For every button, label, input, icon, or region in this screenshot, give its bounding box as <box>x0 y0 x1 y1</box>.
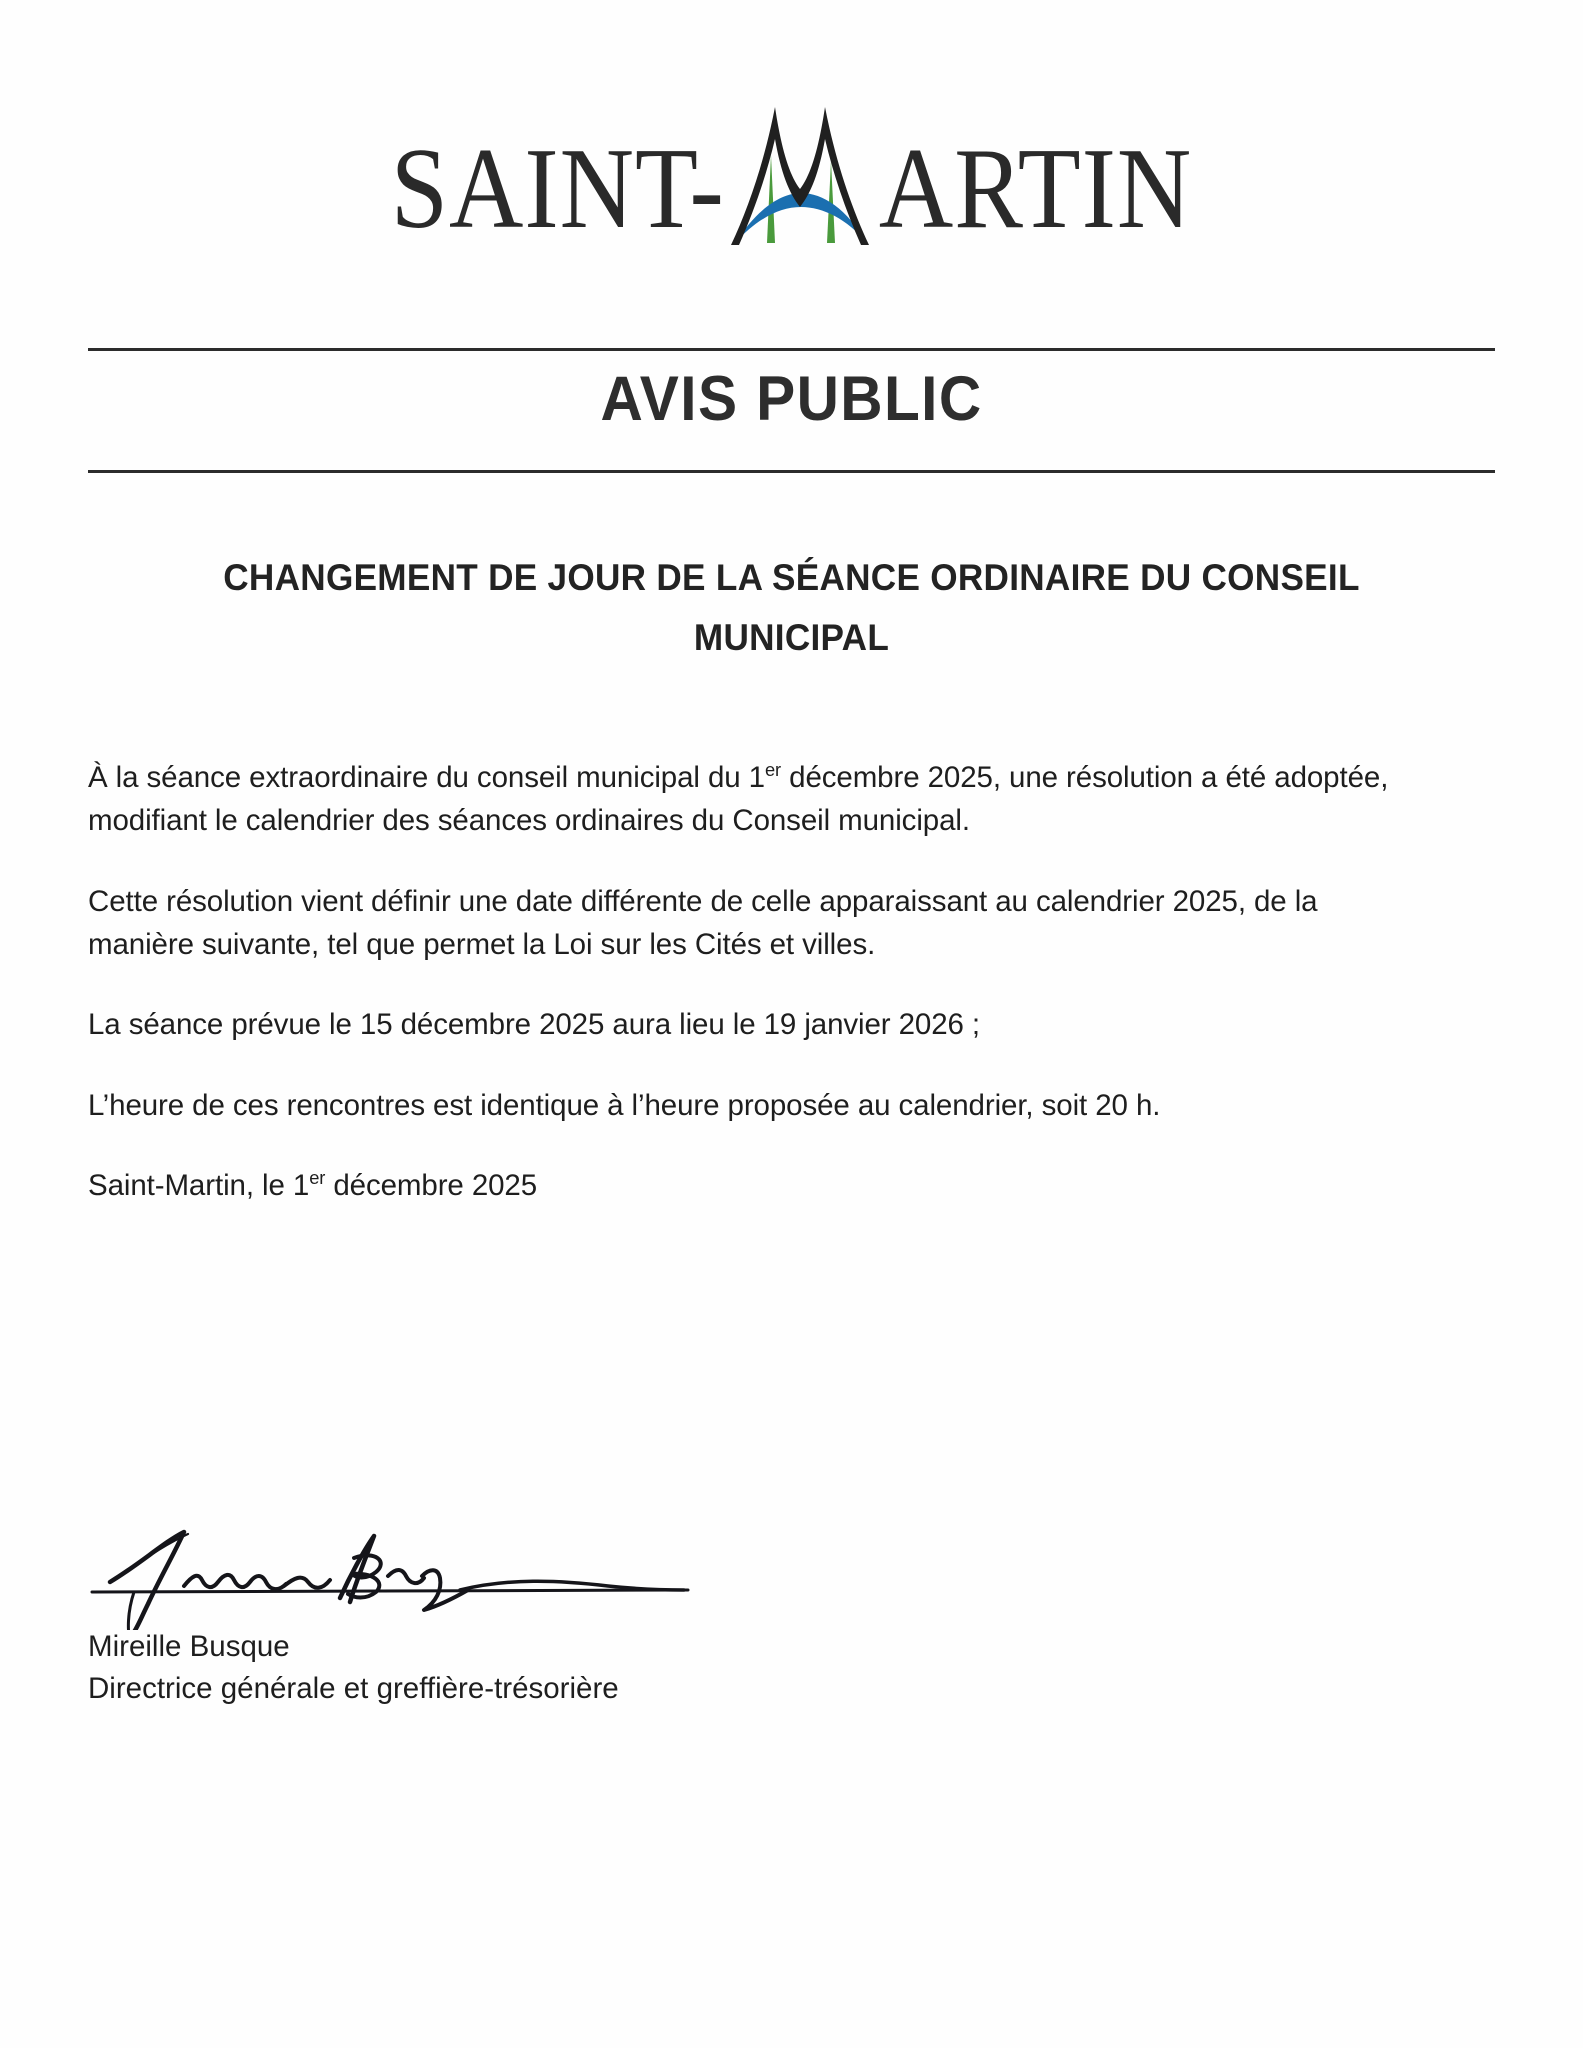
divider-below-title <box>88 470 1495 473</box>
notice-paragraph: À la séance extraordinaire du conseil municipal du 1er décembre 2025, une résolution a été adoptée, modifiant le calendrier des séances ordinaires du Conseil municipal. <box>88 759 1389 838</box>
signature-block <box>88 1520 788 1710</box>
municipal-logo <box>0 72 1583 252</box>
signatory-name: Mireille Busque <box>88 1630 290 1663</box>
notice-paragraph: Saint-Martin, le 1er décembre 2025 <box>88 1167 538 1203</box>
signature-icon <box>88 1520 728 1630</box>
notice-subject-heading: CHANGEMENT DE JOUR DE LA SÉANCE ORDINAIRE DU CONSEIL MUNICIPAL <box>223 557 1360 658</box>
ordinal-suffix: er <box>764 759 782 781</box>
ordinal-suffix: er <box>309 1167 326 1189</box>
notice-paragraph: L’heure de ces rencontres est identique à l’heure proposée au calendrier, soit 20 h. <box>88 1088 1161 1122</box>
notice-paragraph: Cette résolution vient définir une date différente de celle apparaissant au calendrier 2025, de la manière suivante, tel que permet la Loi sur les Cités et villes. <box>88 884 1318 962</box>
notice-body <box>88 756 1406 1245</box>
logo-text-saint: SAINT- <box>390 124 725 253</box>
logo-text-martin: ARTIN <box>878 124 1193 253</box>
notice-paragraph: La séance prévue le 15 décembre 2025 aura lieu le 19 janvier 2026 ; <box>88 1008 981 1042</box>
signatory-role: Directrice générale et greffière-trésorière <box>88 1671 619 1705</box>
bridge-m-logo-icon <box>715 97 885 247</box>
divider-above-title <box>88 348 1495 351</box>
logo-wordmark-group <box>390 77 1193 253</box>
page-title: AVIS PUBLIC <box>600 364 983 434</box>
